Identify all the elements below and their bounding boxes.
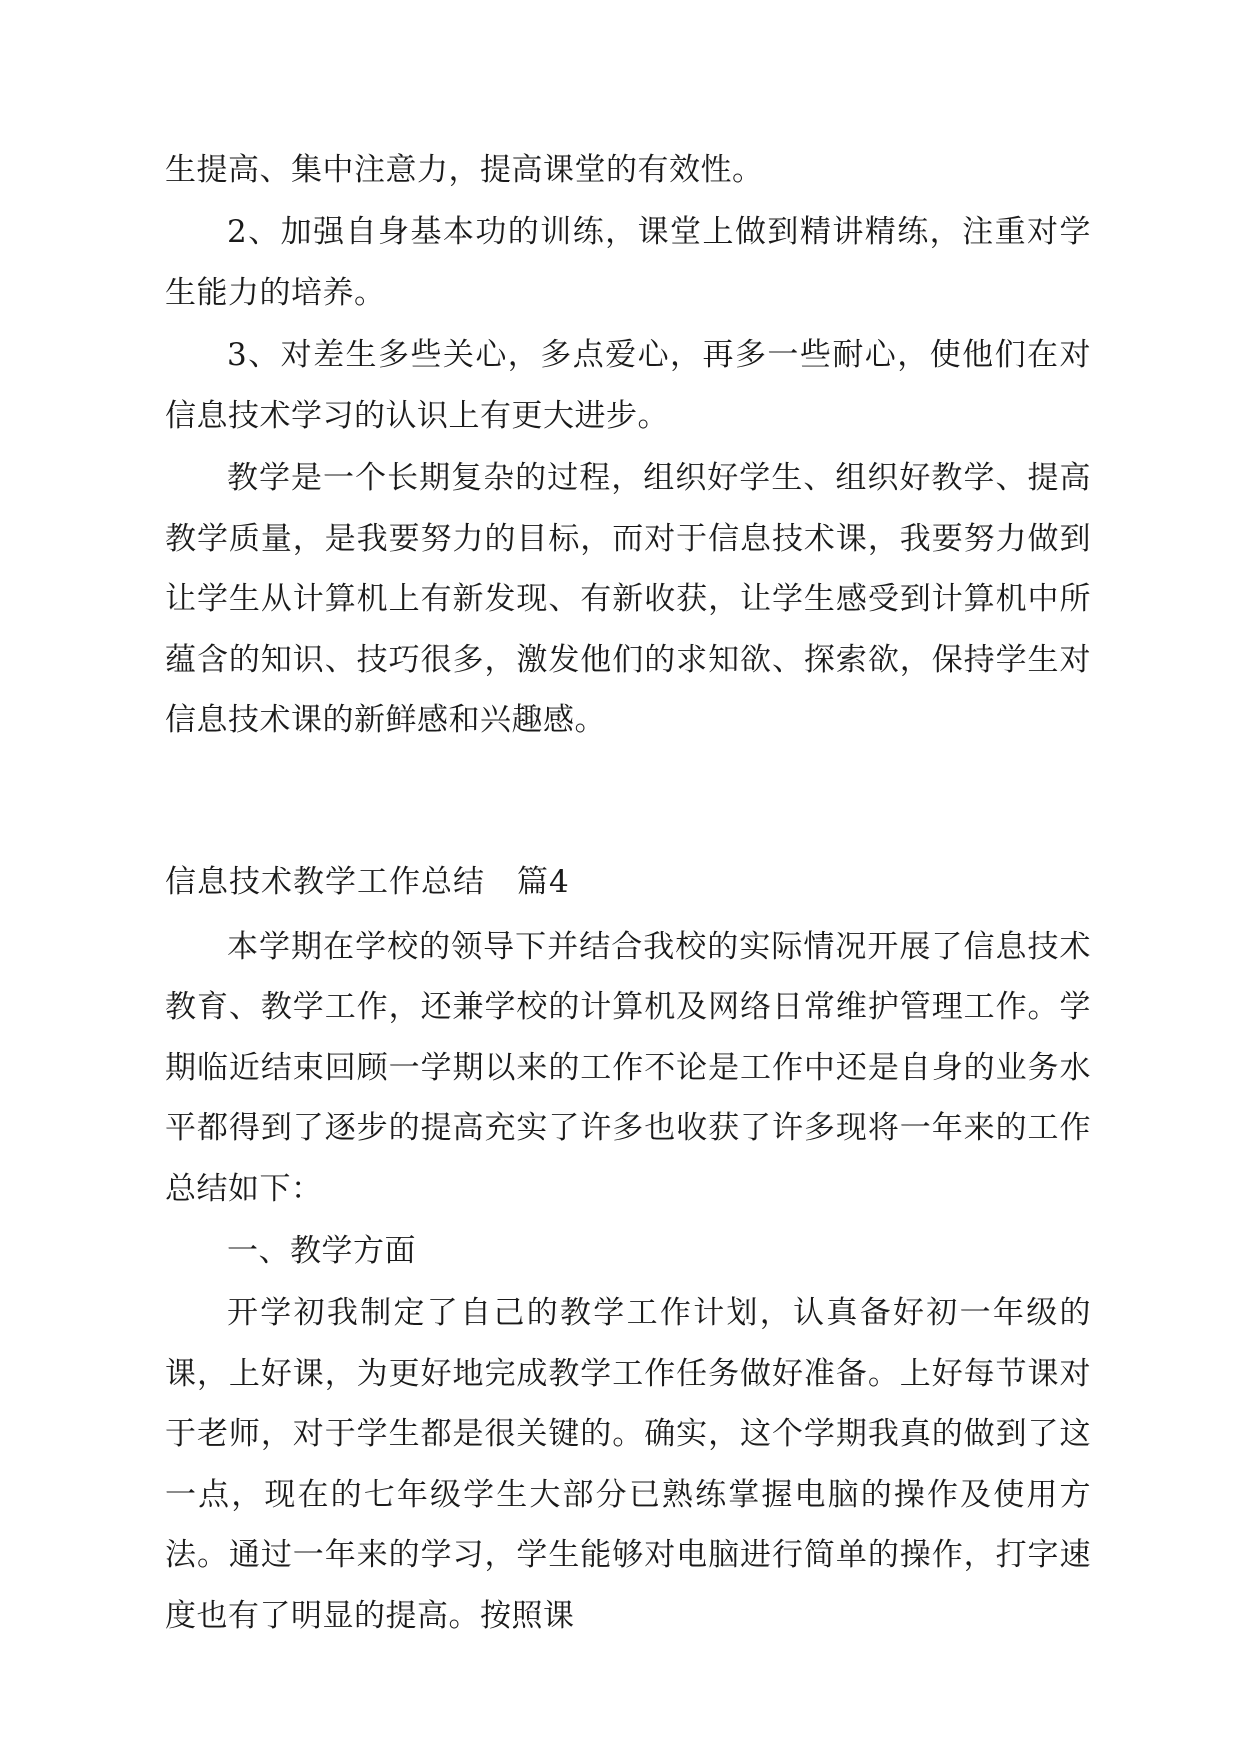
paragraph-closing: 教学是一个长期复杂的过程，组织好学生、组织好教学、提高教学质量，是我要努力的目标，而对于信息技术课，我要努力做到让学生从计算机上有新发现、有新收获，让学生感受到计算机中所蕴含的知识、技巧很多，激发他们的求知欲、探索欲，保持学生对信息技术课的新鲜感和兴趣感。: [165, 460, 1091, 738]
paragraph-teaching: 开学初我制定了自己的教学工作计划，认真备好初一年级的课，上好课，为更好地完成教学工作任务做好准备。上好每节课对于老师，对于学生都是很关键的。确实，这个学期我真的做到了这一点，现在的七年级学生大部分已熟练掌握电脑的操作及使用方法。通过一年来的学习，学生能够对电脑进行简单的操作，打字速度也有了明显的提高。按照课: [165, 1295, 1091, 1634]
paragraph-continued: 生提高、集中注意力，提高课堂的有效性。: [165, 152, 764, 188]
subheading-teaching: 一、教学方面: [227, 1233, 416, 1269]
section-spacer: [165, 752, 1091, 786]
numbered-item-2: 2、加强自身基本功的训练，课堂上做到精讲精练，注重对学生能力的培养。: [165, 214, 1091, 311]
paragraph-intro: 本学期在学校的领导下并结合我校的实际情况开展了信息技术教育、教学工作，还兼学校的计算机及网络日常维护管理工作。学期临近结束回顾一学期以来的工作不论是工作中还是自身的业务水平都得到了逐步的提高充实了许多也收获了许多现将一年来的工作总结如下：: [165, 928, 1091, 1207]
numbered-item-3: 3、对差生多些关心，多点爱心，再多一些耐心，使他们在对信息技术学习的认识上有更大进步。: [165, 337, 1091, 434]
document-body: [165, 140, 1091, 1646]
section-heading: 信息技术教学工作总结 篇4: [165, 864, 570, 901]
